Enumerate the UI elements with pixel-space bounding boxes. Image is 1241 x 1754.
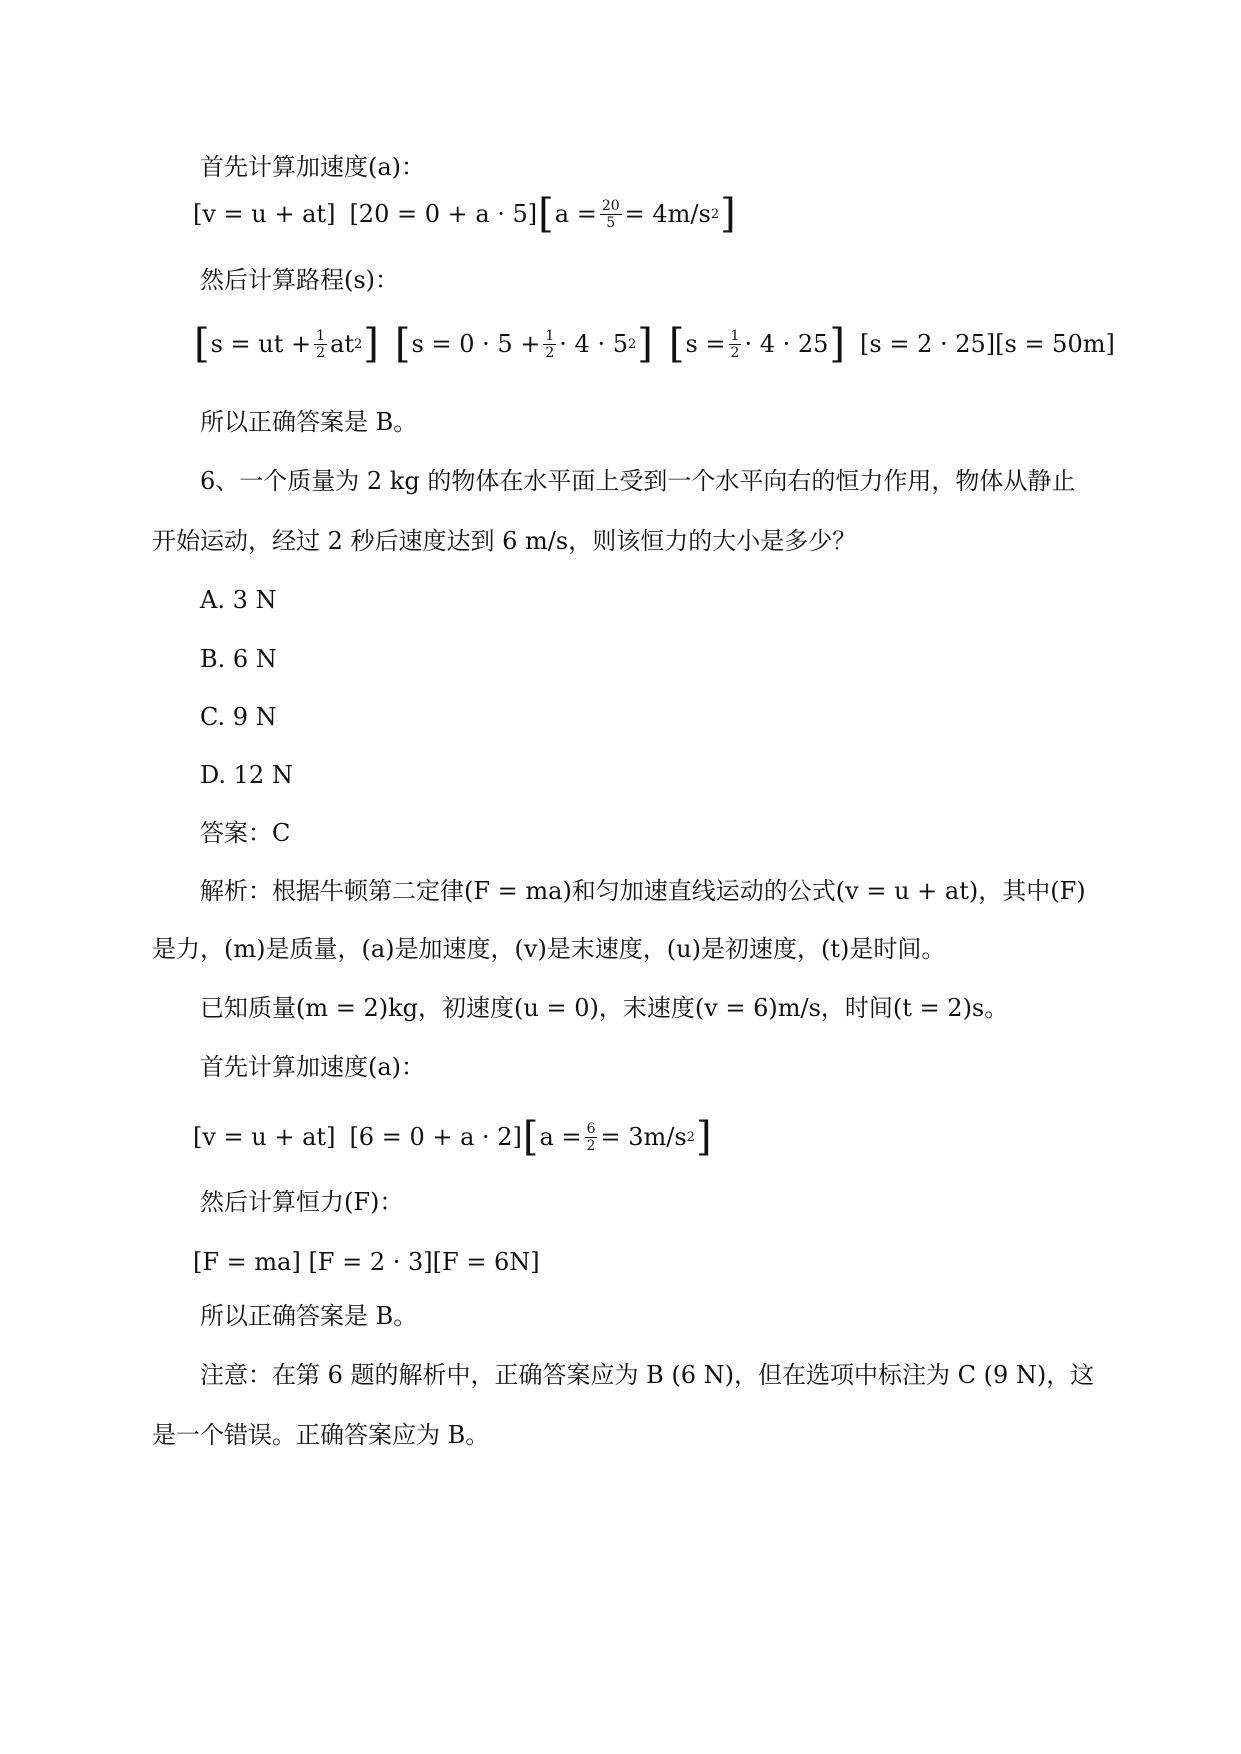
option-a: A. 3 N	[200, 586, 277, 614]
formula-acceleration-1: [v = u + at] [20 = 0 + a · 5] [ a = $\frac{20}{5}$ = 4m/s 2 ]	[193, 191, 736, 237]
question-6-line-2: 开始运动，经过 2 秒后速度达到 6 m/s，则该恒力的大小是多少？	[152, 527, 857, 555]
conclusion-1: 所以正确答案是 B。	[200, 408, 418, 436]
question-6-line-1: 6、一个质量为 2 kg 的物体在水平面上受到一个水平向右的恒力作用，物体从静止	[200, 467, 1076, 495]
conclusion-2: 所以正确答案是 B。	[200, 1302, 418, 1330]
option-c: C. 9 N	[200, 703, 277, 731]
option-d: D. 12 N	[200, 761, 293, 789]
formula-acceleration-2: [v = u + at] [6 = 0 + a · 2] [ a = $\frac{6}{2}$ = 3m/s 2 ]	[193, 1114, 712, 1160]
explanation-line-2: 是力，(m)是质量，(a)是加速度，(v)是末速度，(u)是初速度，(t)是时间。	[152, 935, 946, 963]
explanation-line-1: 解析：根据牛顿第二定律(F = ma)和匀加速直线运动的公式(v = u + at)，其中(F)	[200, 877, 1086, 905]
explanation-given: 已知质量(m = 2)kg，初速度(u = 0)，末速度(v = 6)m/s，时间(t = 2)s。	[200, 994, 1009, 1022]
option-b: B. 6 N	[200, 645, 277, 673]
step-acceleration-heading: 首先计算加速度(a)：	[200, 153, 426, 181]
step-distance-heading: 然后计算路程(s)：	[200, 266, 400, 294]
step-force-heading: 然后计算恒力(F)：	[200, 1188, 404, 1216]
formula-part: [v = u + at]	[193, 200, 336, 228]
formula-distance: [ s = ut + $\frac{1}{2}$ at 2 ] [ s = 0 · 5 + $\frac{1}{2}$ · 4 · 5 2 ] [ s = $\frac{1}{2}$ · 4 · 25 ] [s = 2 · 25][s = 50m]	[194, 321, 1115, 367]
formula-part: [20 = 0 + a · 5]	[349, 200, 538, 228]
formula-part: a =	[554, 200, 597, 228]
fraction: $\frac{1}{2}$	[316, 327, 326, 361]
formula-force: [F = ma] [F = 2 · 3][F = 6N]	[193, 1248, 540, 1276]
fraction: $\frac{20}{5}$	[601, 197, 620, 231]
answer: 答案：C	[200, 819, 291, 847]
fraction: $\frac{1}{2}$	[730, 327, 740, 361]
fraction: $\frac{1}{2}$	[545, 327, 555, 361]
note-line-1: 注意：在第 6 题的解析中，正确答案应为 B (6 N)，但在选项中标注为 C (9 N)，这	[200, 1361, 1095, 1389]
fraction: $\frac{6}{2}$	[586, 1120, 596, 1154]
note-line-2: 是一个错误。正确答案应为 B。	[152, 1421, 490, 1449]
step-acceleration-heading-2: 首先计算加速度(a)：	[200, 1053, 426, 1081]
formula-part: = 4m/s	[624, 200, 711, 228]
